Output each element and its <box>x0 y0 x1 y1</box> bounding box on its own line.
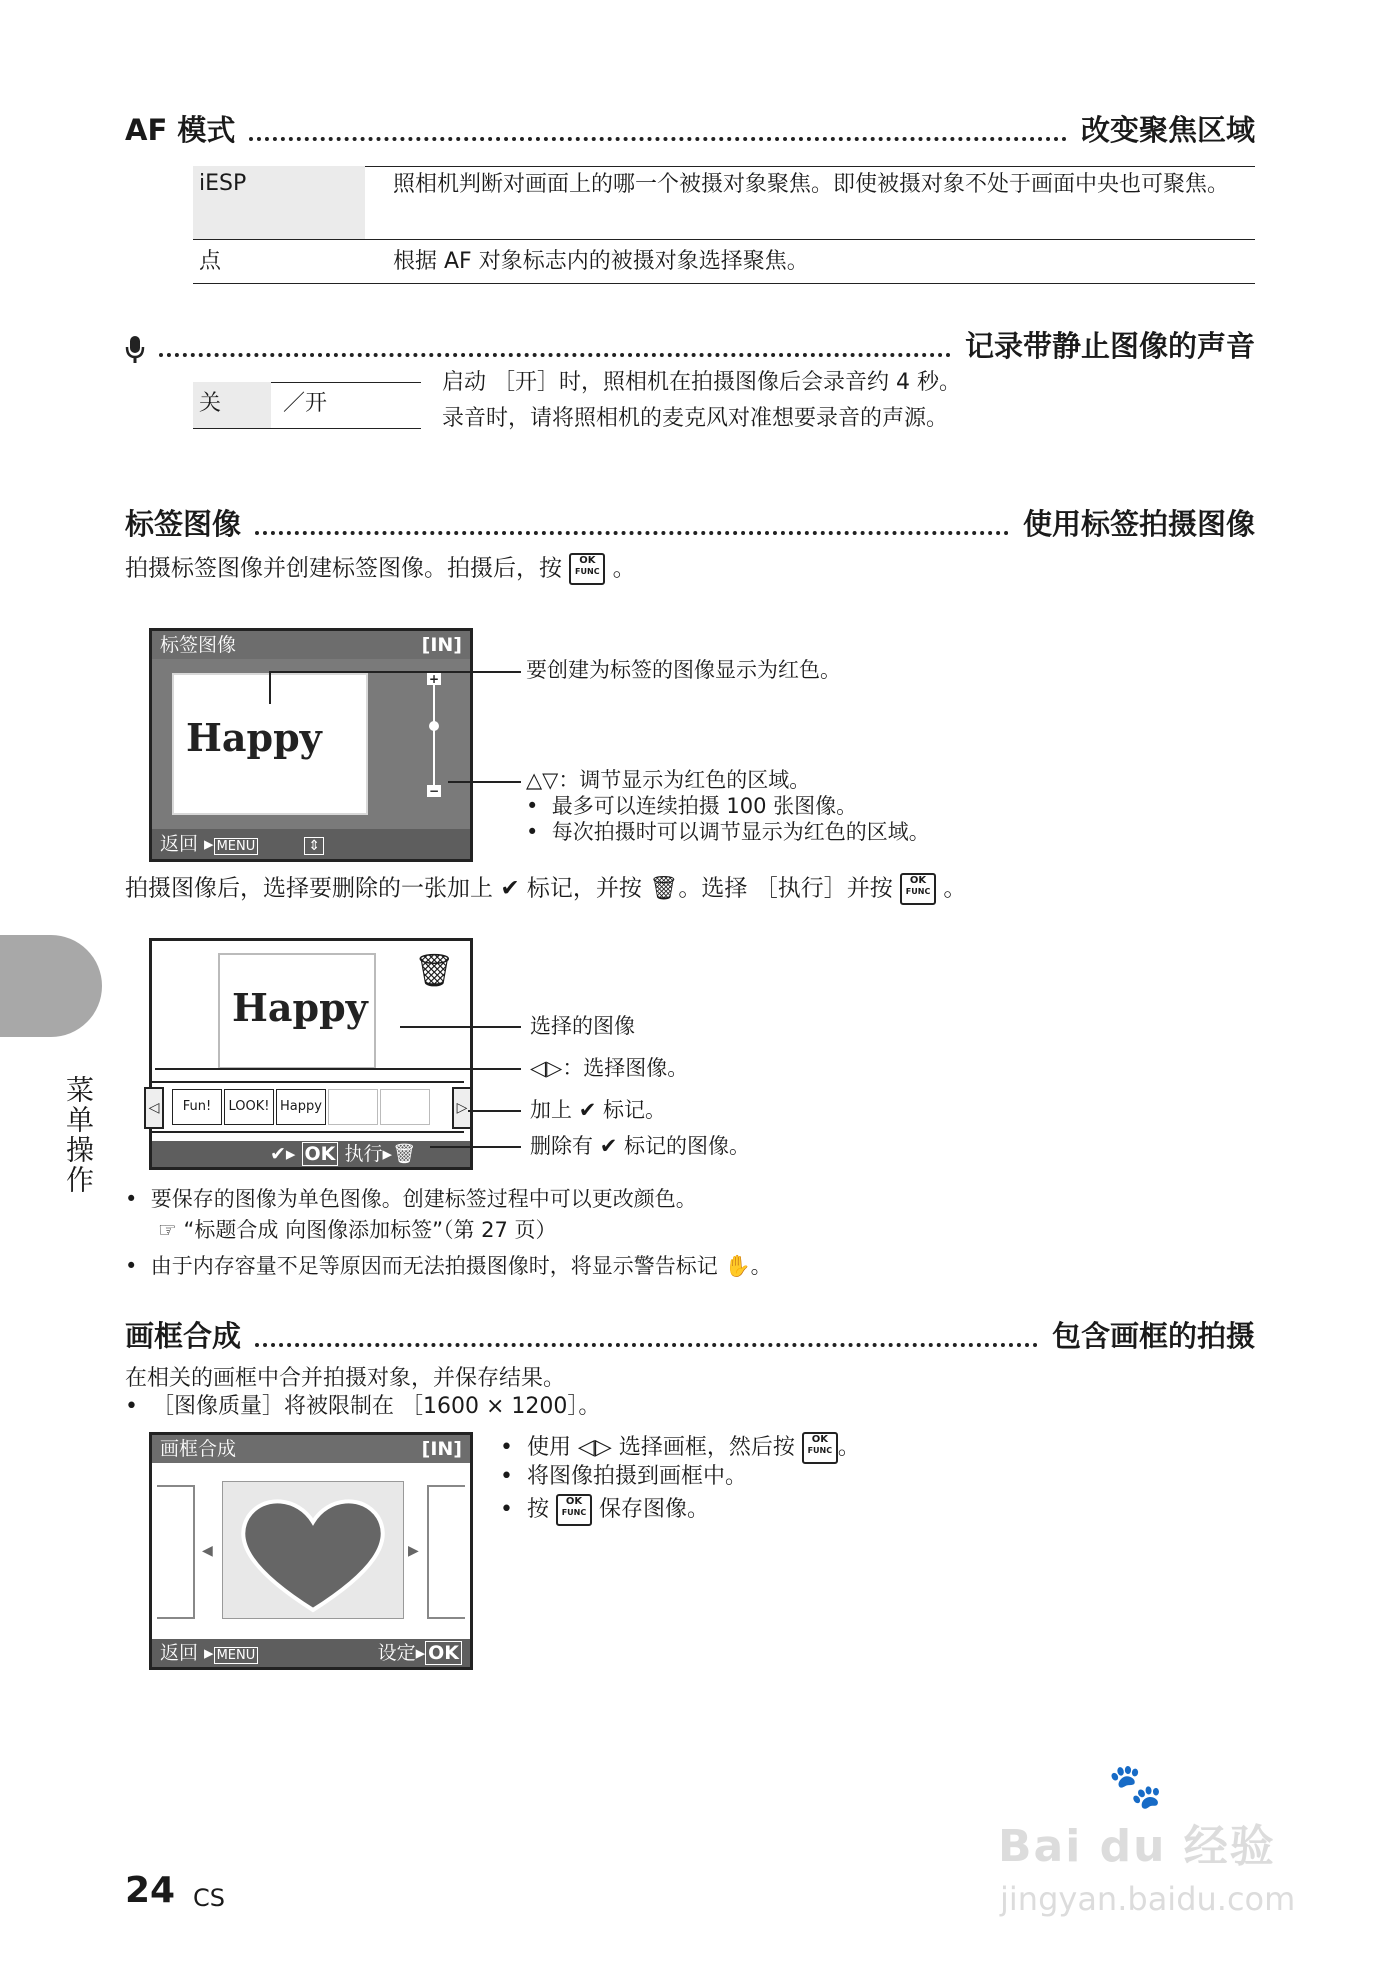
memory-indicator: [IN] <box>421 1438 462 1460</box>
leader-dots <box>255 531 1009 535</box>
label-image-description: 使用标签拍摄图像 <box>1022 507 1255 541</box>
callout-bullet2: • 每次拍摄时可以调节显示为红色的区域。 <box>526 820 930 844</box>
af-option-spot-desc: 根据 AF 对象标志内的被摄对象选择聚焦。 <box>393 249 809 274</box>
label-image-title: 标签图像 <box>125 507 242 541</box>
left-right-arrows-icon: ◁▷ <box>530 1056 563 1080</box>
frame-step2: • 将图像拍摄到画框中。 <box>500 1464 747 1489</box>
thumbnail-empty[interactable] <box>328 1089 378 1125</box>
adjust-slider <box>427 673 441 797</box>
check-mark-icon: ✔ <box>500 875 520 902</box>
ok-func-button-icon: OK FUNC <box>556 1494 592 1526</box>
heart-icon <box>223 1482 403 1618</box>
leader-dots <box>159 353 951 357</box>
voice-desc-line2: 录音时，请将照相机的麦克风对准想要录音的声源。 <box>442 406 949 431</box>
af-option-iesp-desc: 照相机判断对画面上的哪一个被摄对象聚焦。即使被摄对象不处于画面中央也可聚焦。 <box>393 172 1230 197</box>
next-frame-arrow-icon: ▶ <box>408 1543 419 1559</box>
frame-screen-preview <box>149 1432 473 1670</box>
af-option-spot: 点 <box>199 249 222 274</box>
screen-bottom-bar: 返回 ▸ MENU 设定▸ OK <box>152 1639 470 1667</box>
minus-icon: − <box>428 784 440 798</box>
label-select-screen <box>149 938 473 1170</box>
voice-record-heading <box>125 324 1255 365</box>
check-mark-icon: ✔ <box>578 1098 597 1122</box>
chapter-tab-marker <box>0 935 102 1037</box>
memory-indicator: [IN] <box>421 634 462 656</box>
happy-label-text: Happy <box>186 715 322 760</box>
leader-dots <box>255 1343 1038 1347</box>
trash-check-icon: 🗑 <box>414 951 455 989</box>
af-mode-description: 改变聚焦区域 <box>1080 113 1255 147</box>
voice-record-description: 记录带静止图像的声音 <box>964 329 1255 363</box>
up-down-arrows-icon: △▽ <box>526 768 559 792</box>
prev-frame-arrow-icon: ◀ <box>202 1543 213 1559</box>
plus-icon: + <box>428 672 440 686</box>
leader-dots <box>249 137 1067 141</box>
slider-knob <box>429 721 439 731</box>
af-option-iesp: iESP <box>199 171 247 196</box>
chapter-side-label: 菜单操作 <box>62 1075 95 1195</box>
voice-option-table <box>193 382 421 430</box>
frame-composite-title: 画框合成 <box>125 1319 242 1353</box>
left-right-arrows-icon: ◁▷ <box>577 1435 612 1460</box>
callout-selected-image: 选择的图像 <box>530 1014 635 1038</box>
ok-func-button-icon: OK FUNC <box>900 873 936 905</box>
delete-button-icon: 🗑 <box>649 875 679 902</box>
voice-desc-line1: 启动 ［开］时，照相机在拍摄图像后会录音约 4 秒。 <box>442 370 961 395</box>
screen-bottom-bar: 返回 ▸ MENU ⇕ <box>152 829 470 859</box>
callout-add-check: 加上 ✔ 标记。 <box>530 1098 666 1122</box>
frame-composite-description: 包含画框的拍摄 <box>1051 1319 1255 1353</box>
updown-icon: ⇕ <box>304 837 324 855</box>
delete-button-icon: 🗑 <box>392 1143 417 1165</box>
voice-option-off: 关 <box>199 391 222 416</box>
hand-warning-icon: ✋ <box>724 1254 751 1278</box>
label-intro: 拍摄标签图像并创建标签图像。拍摄后，按 OK FUNC 。 <box>125 553 636 585</box>
scroll-left-icon: ◁ <box>144 1087 164 1129</box>
scroll-right-icon: ▷ <box>452 1087 472 1129</box>
next-frame-edge <box>427 1485 465 1619</box>
frame-quality-note: • ［图像质量］将被限制在 ［1600 × 1200］。 <box>125 1394 601 1419</box>
af-table <box>193 166 1255 284</box>
happy-label-text: Happy <box>232 985 368 1030</box>
callout-bullet1: • 最多可以连续拍摄 100 张图像。 <box>526 794 858 818</box>
callout-select-image: ◁▷：选择图像。 <box>530 1056 689 1080</box>
page-number: 24 <box>125 1870 176 1911</box>
thumbnail[interactable]: Happy <box>276 1089 326 1125</box>
af-mode-heading <box>125 108 1255 149</box>
check-mark-icon: ✔ <box>599 1134 618 1158</box>
thumbnail[interactable]: Fun! <box>172 1089 222 1125</box>
frame-step1: • 使用 ◁▷ 选择画框，然后按 OK FUNC 。 <box>500 1432 860 1464</box>
reference-pointer-icon: ☞ <box>158 1218 177 1242</box>
thumbnail-empty[interactable] <box>380 1089 430 1125</box>
thumbnail-strip[interactable] <box>148 1081 468 1133</box>
note-ref: ☞ “标题合成 向图像添加标签”（第 27 页） <box>158 1218 557 1242</box>
page-language: CS <box>193 1884 225 1912</box>
label-instruction: 拍摄图像后，选择要删除的一张加上 ✔ 标记，并按 🗑。选择 ［执行］并按 OK FUNC 。 <box>125 873 966 905</box>
check-mark-icon: ✔▸ <box>270 1143 296 1165</box>
note-mono: • 要保存的图像为单色图像。创建标签过程中可以更改颜色。 <box>125 1187 697 1211</box>
selected-image-preview <box>218 953 376 1069</box>
watermark-url: jingyan.baidu.com <box>1000 1880 1296 1918</box>
microphone-icon <box>125 335 145 365</box>
callout-delete-checked: 删除有 ✔ 标记的图像。 <box>530 1134 750 1158</box>
thumbnail[interactable]: LOOK! <box>224 1089 274 1125</box>
af-mode-title: AF 模式 <box>125 113 236 147</box>
screen-title-bar: 画框合成 [IN] <box>152 1435 470 1463</box>
frame-composite-heading <box>125 1314 1255 1355</box>
paw-logo-icon: 🐾 <box>1108 1761 1163 1812</box>
frame-heart-preview <box>222 1481 404 1619</box>
ok-func-button-icon: OK FUNC <box>802 1432 838 1464</box>
note-warning: • 由于内存容量不足等原因而无法拍摄图像时，将显示警告标记 ✋。 <box>125 1254 772 1278</box>
frame-intro: 在相关的画框中合并拍摄对象，并保存结果。 <box>125 1366 566 1391</box>
label-image-heading <box>125 502 1255 543</box>
ok-func-button-icon: OK FUNC <box>569 553 605 585</box>
callout-adjust: △▽：调节显示为红色的区域。 <box>526 768 811 792</box>
baidu-watermark: Bai du 经验 <box>998 1821 1276 1872</box>
frame-step3: • 按 OK FUNC 保存图像。 <box>500 1494 709 1526</box>
label-screen-preview <box>149 628 473 862</box>
voice-option-on: ／开 <box>283 391 328 416</box>
screen-title-bar: 标签图像 [IN] <box>152 631 470 659</box>
screen-bottom-bar: ✔▸ OK 执行▸🗑 <box>152 1141 470 1167</box>
prev-frame-edge <box>157 1485 195 1619</box>
callout-red-area: 要创建为标签的图像显示为红色。 <box>526 658 841 682</box>
